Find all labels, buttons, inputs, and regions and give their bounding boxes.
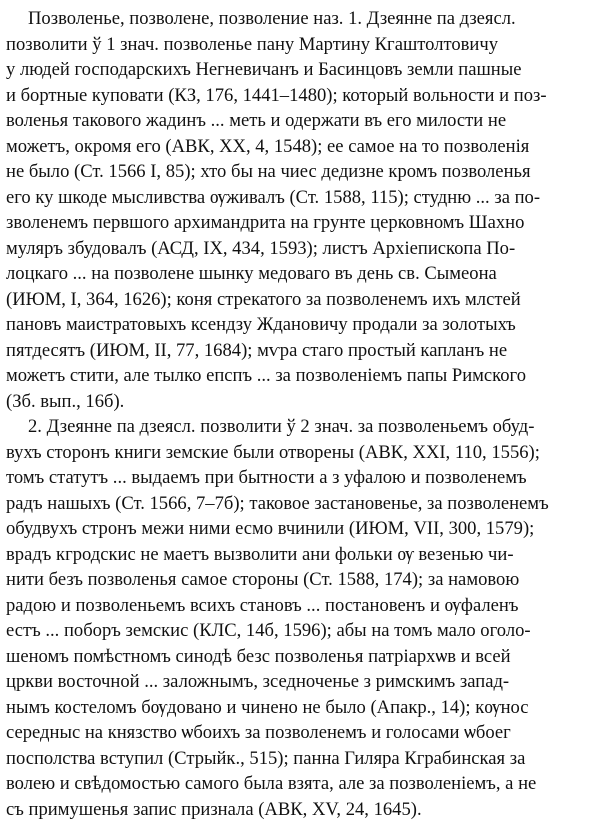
text-line: волею и свѣдомостью самого была взята, але за позволеніемъ, а не bbox=[6, 771, 596, 797]
text-line: радою и позволеньемъ всихъ становъ ... постановенъ и ѹфаленъ bbox=[6, 593, 596, 619]
dictionary-entry-sense-2 bbox=[6, 414, 596, 822]
text-line: пятдесятъ (ИЮМ, II, 77, 1684); мѵра стаго простый капланъ не bbox=[6, 338, 596, 364]
text-line: не было (Ст. 1566 І, 85); хто бы на чиес дедизне кромъ позволенья bbox=[6, 159, 596, 185]
text-line: посполства вступил (Стрыйк., 515); панна Гиляра Кграбинская за bbox=[6, 746, 596, 772]
text-line: муляръ збудовалъ (АСД, IX, 434, 1593); листъ Архіепископа По- bbox=[6, 236, 596, 262]
text-line: можетъ стити, але тылко епспъ ... за позволеніемъ папы Римского bbox=[6, 363, 596, 389]
text-line: нымъ костеломъ бѹдовано и чинено не было (Апакр., 14); кѹнос bbox=[6, 695, 596, 721]
text-line: вухъ сторонъ книги земские были отворены (АВК, XXI, 110, 1556); bbox=[6, 440, 596, 466]
text-line: позволити ў 1 знач. позволенье пану Мартину Кгаштолтовичу bbox=[6, 32, 596, 58]
text-line: его ку шкоде мысливства ѹживалъ (Ст. 1588, 115); студню ... за по- bbox=[6, 185, 596, 211]
text-line: зволенемъ первшого архимандрита на грунте церковномъ Шахно bbox=[6, 210, 596, 236]
text-line: цркви восточной ... заложнымъ, зседноченье з римскимъ запад- bbox=[6, 669, 596, 695]
text-line: шеномъ помѣстномъ синодѣ безс позволенья патріархѡв и всей bbox=[6, 644, 596, 670]
text-line: воленья такового жадинъ ... меть и одержати въ его милости не bbox=[6, 108, 596, 134]
text-line: естъ ... поборъ земскис (КЛС, 14б, 1596); абы на томъ мало оголо- bbox=[6, 618, 596, 644]
text-line: пановъ маистратовыхъ ксендзу Ждановичу продали за золотыхъ bbox=[6, 312, 596, 338]
text-line: можетъ, окромя его (АВК, XX, 4, 1548); ее самое на то позволенія bbox=[6, 134, 596, 160]
text-line: у людей господарскихъ Негневичанъ и Басинцовъ земли пашные bbox=[6, 57, 596, 83]
text-line: томъ статутъ ... выдаемъ при бытности а з уфалою и позволенемъ bbox=[6, 465, 596, 491]
text-line: середныс на князство ѡбоихъ за позволенемъ и голосами ѡбоег bbox=[6, 720, 596, 746]
text-line: лоцкаго ... на позволене шынку медоваго въ день св. Сымеона bbox=[6, 261, 596, 287]
text-line: обудвухъ стронъ межи ними есмо вчинили (ИЮМ, VII, 300, 1579); bbox=[6, 516, 596, 542]
text-line: (ИЮМ, I, 364, 1626); коня стрекатого за позволенемъ ихъ млстей bbox=[6, 287, 596, 313]
text-line: нити безъ позволенья самое стороны (Ст. 1588, 174); за намовою bbox=[6, 567, 596, 593]
text-line: (Зб. вып., 16б). bbox=[6, 389, 596, 415]
text-line: радъ нашыхъ (Ст. 1566, 7–7б); таковое застановенье, за позволенемъ bbox=[6, 491, 596, 517]
text-line: Позволенье, позволене, позволение наз. 1. Дзеянне па дзеясл. bbox=[6, 6, 596, 32]
text-line: врадъ кгродскис не маетъ вызволити ани фольки ѹ везенью чи- bbox=[6, 542, 596, 568]
text-line: и бортные куповати (КЗ, 176, 1441–1480); который вольности и поз- bbox=[6, 83, 596, 109]
text-line: 2. Дзеянне па дзеясл. позволити ў 2 знач. за позволеньемъ обуд- bbox=[6, 414, 596, 440]
text-line: съ примушенья запис признала (АВК, XV, 24, 1645). bbox=[6, 797, 596, 822]
dictionary-entry-sense-1 bbox=[6, 6, 596, 414]
